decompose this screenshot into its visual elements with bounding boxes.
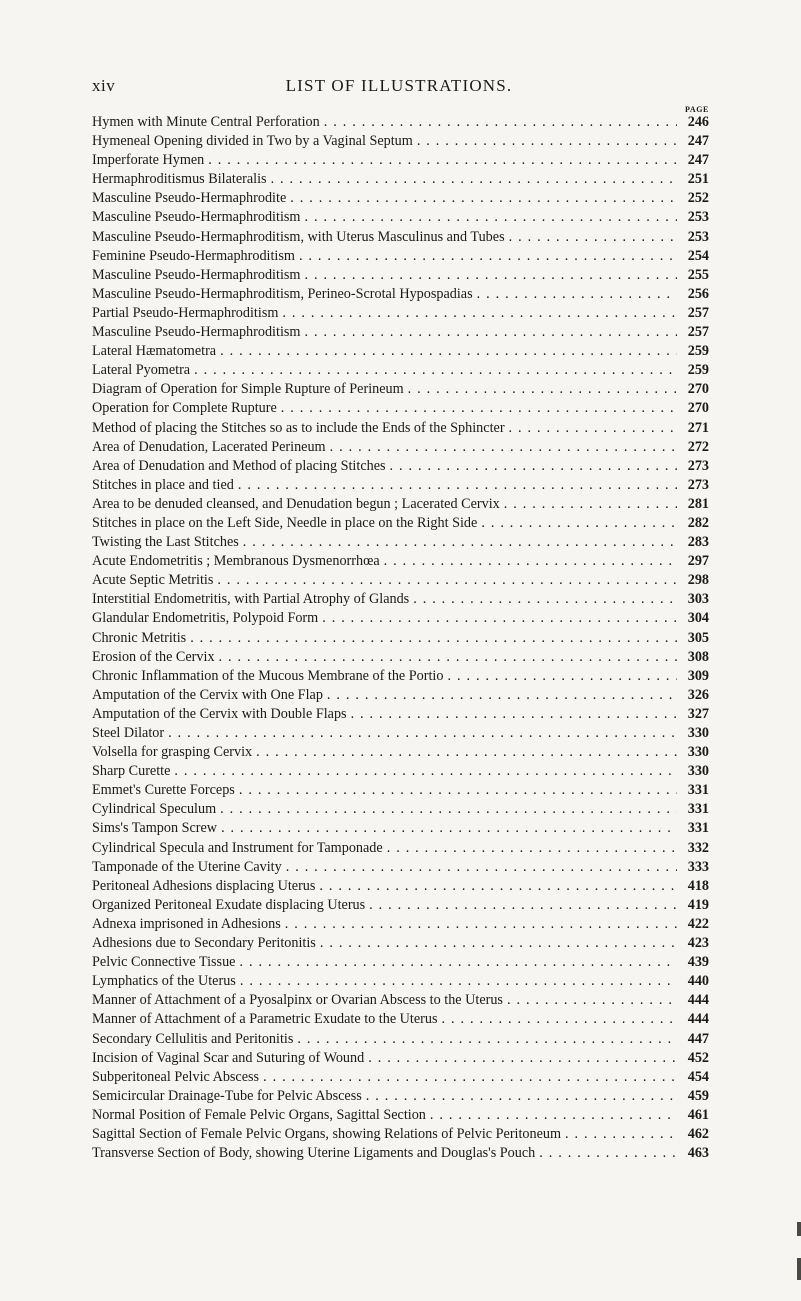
entry-title: Hymeneal Opening divided in Two by a Vaginal Septum xyxy=(92,133,413,150)
list-item xyxy=(92,247,709,266)
entry-page-number: 252 xyxy=(687,190,709,207)
entry-page-number: 308 xyxy=(687,648,709,665)
entry-title: Transverse Section of Body, showing Uterine Ligaments and Douglas's Pouch xyxy=(92,1145,536,1162)
entry-title: Emmet's Curette Forceps xyxy=(92,782,235,799)
list-item xyxy=(92,132,709,151)
list-item xyxy=(92,342,709,361)
list-item xyxy=(92,781,709,800)
list-item xyxy=(92,419,709,438)
illustration-list xyxy=(92,113,709,1163)
entry-title: Chronic Metritis xyxy=(92,629,187,646)
dot-leader xyxy=(285,915,677,934)
entry-page-number: 452 xyxy=(687,1049,709,1066)
dot-leader xyxy=(168,724,677,743)
list-item xyxy=(92,399,709,418)
entry-title: Imperforate Hymen xyxy=(92,152,205,169)
entry-page-number: 459 xyxy=(687,1087,709,1104)
dot-leader xyxy=(174,762,677,781)
entry-title: Acute Endometritis ; Membranous Dysmenorrhœa xyxy=(92,553,380,570)
entry-title: Glandular Endometritis, Polypoid Form xyxy=(92,610,319,627)
dot-leader xyxy=(447,667,677,686)
dot-leader xyxy=(282,304,677,323)
entry-page-number: 256 xyxy=(687,285,709,302)
dot-leader xyxy=(565,1125,677,1144)
dot-leader xyxy=(322,609,677,628)
entry-title: Sagittal Section of Female Pelvic Organs, showing Relations of Pelvic Peritoneum xyxy=(92,1125,562,1142)
list-item xyxy=(92,1049,709,1068)
entry-page-number: 304 xyxy=(687,610,709,627)
entry-page-number: 309 xyxy=(687,667,709,684)
list-item xyxy=(92,571,709,590)
entry-page-number: 418 xyxy=(687,877,709,894)
dot-leader xyxy=(327,686,677,705)
entry-title: Manner of Attachment of a Parametric Exudate to the Uterus xyxy=(92,1011,438,1028)
list-item xyxy=(92,896,709,915)
list-item xyxy=(92,858,709,877)
entry-title: Normal Position of Female Pelvic Organs, Sagittal Section xyxy=(92,1106,426,1123)
entry-page-number: 331 xyxy=(687,801,709,818)
page-edge-mark xyxy=(797,1258,801,1280)
page-header xyxy=(92,76,706,98)
entry-title: Method of placing the Stitches so as to include the Ends of the Sphincter xyxy=(92,419,505,436)
list-item xyxy=(92,839,709,858)
list-item xyxy=(92,705,709,724)
list-item xyxy=(92,361,709,380)
list-item xyxy=(92,1010,709,1029)
entry-title: Cylindrical Specula and Instrument for Tamponade xyxy=(92,839,383,856)
entry-title: Peritoneal Adhesions displacing Uterus xyxy=(92,877,316,894)
list-item xyxy=(92,208,709,227)
entry-page-number: 259 xyxy=(687,343,709,360)
dot-leader xyxy=(417,132,677,151)
entry-page-number: 255 xyxy=(687,266,709,283)
entry-page-number: 332 xyxy=(687,839,709,856)
list-item xyxy=(92,877,709,896)
entry-page-number: 454 xyxy=(687,1068,709,1085)
list-item xyxy=(92,934,709,953)
entry-page-number: 422 xyxy=(687,915,709,932)
entry-title: Lymphatics of the Uterus xyxy=(92,973,236,990)
entry-title: Volsella for grasping Cervix xyxy=(92,744,253,761)
dot-leader xyxy=(366,1087,677,1106)
entry-page-number: 330 xyxy=(687,725,709,741)
entry-title: Masculine Pseudo-Hermaphrodite xyxy=(92,190,287,207)
entry-page-number: 273 xyxy=(687,476,709,493)
entry-page-number: 298 xyxy=(687,572,709,589)
entry-page-number: 333 xyxy=(687,858,709,875)
list-item xyxy=(92,438,709,457)
entry-title: Hymen with Minute Central Perforation xyxy=(92,114,320,130)
dot-leader xyxy=(539,1144,677,1163)
page-number: xiv xyxy=(92,76,116,95)
entry-page-number: 259 xyxy=(687,362,709,379)
entry-title: Stitches in place and tied xyxy=(92,476,234,493)
entry-page-number: 271 xyxy=(687,419,709,436)
entry-page-number: 257 xyxy=(687,304,709,321)
entry-page-number: 444 xyxy=(687,1011,709,1028)
entry-title: Chronic Inflammation of the Mucous Membrane of the Portio xyxy=(92,667,444,684)
dot-leader xyxy=(286,858,677,877)
entry-page-number: 330 xyxy=(687,744,709,761)
dot-leader xyxy=(304,323,677,342)
entry-page-number: 462 xyxy=(687,1125,709,1142)
dot-leader xyxy=(408,380,677,399)
list-item xyxy=(92,743,709,762)
dot-leader xyxy=(351,705,677,724)
dot-leader xyxy=(239,953,677,972)
list-item xyxy=(92,991,709,1010)
list-item xyxy=(92,266,709,285)
list-item xyxy=(92,819,709,838)
list-item xyxy=(92,285,709,304)
entry-title: Lateral Pyometra xyxy=(92,362,191,379)
dot-leader xyxy=(324,113,677,132)
dot-leader xyxy=(509,228,677,247)
entry-page-number: 253 xyxy=(687,209,709,226)
entry-page-number: 326 xyxy=(687,686,709,703)
entry-title: Diagram of Operation for Simple Rupture of Perineum xyxy=(92,381,404,398)
entry-title: Interstitial Endometritis, with Partial Atrophy of Glands xyxy=(92,591,410,608)
dot-leader xyxy=(271,170,677,189)
entry-title: Cylindrical Speculum xyxy=(92,801,217,818)
list-item xyxy=(92,170,709,189)
dot-leader xyxy=(504,495,677,514)
list-item xyxy=(92,323,709,342)
entry-page-number: 270 xyxy=(687,381,709,398)
list-item xyxy=(92,1068,709,1087)
entry-page-number: 330 xyxy=(687,763,709,780)
entry-title: Erosion of the Cervix xyxy=(92,648,215,665)
entry-page-number: 447 xyxy=(687,1030,709,1047)
entry-page-number: 331 xyxy=(687,820,709,837)
list-item xyxy=(92,686,709,705)
dot-leader xyxy=(221,819,677,838)
dot-leader xyxy=(238,476,677,495)
entry-page-number: 439 xyxy=(687,954,709,971)
entry-title: Pelvic Connective Tissue xyxy=(92,954,236,971)
entry-page-number: 247 xyxy=(687,133,709,150)
list-item xyxy=(92,724,709,743)
entry-title: Area of Denudation, Lacerated Perineum xyxy=(92,438,326,455)
list-item xyxy=(92,1144,709,1163)
entry-title: Manner of Attachment of a Pyosalpinx or Ovarian Abscess to the Uterus xyxy=(92,992,503,1009)
list-item xyxy=(92,1125,709,1144)
entry-title: Tamponade of the Uterine Cavity xyxy=(92,858,282,875)
page-edge-mark xyxy=(797,1222,801,1236)
list-item xyxy=(92,533,709,552)
entry-title: Steel Dilator xyxy=(92,725,165,741)
dot-leader xyxy=(304,208,677,227)
entry-page-number: 270 xyxy=(687,400,709,417)
dot-leader xyxy=(507,991,677,1010)
list-item xyxy=(92,476,709,495)
dot-leader xyxy=(368,1049,677,1068)
dot-leader xyxy=(369,896,677,915)
dot-leader xyxy=(194,361,677,380)
list-item xyxy=(92,1030,709,1049)
dot-leader xyxy=(220,800,677,819)
dot-leader xyxy=(430,1106,677,1125)
dot-leader xyxy=(239,781,677,800)
dot-leader xyxy=(387,839,677,858)
entry-page-number: 444 xyxy=(687,992,709,1009)
dot-leader xyxy=(297,1030,677,1049)
entry-page-number: 440 xyxy=(687,973,709,990)
dot-leader xyxy=(330,438,677,457)
list-item xyxy=(92,189,709,208)
entry-title: Organized Peritoneal Exudate displacing Uterus xyxy=(92,896,366,913)
entry-title: Stitches in place on the Left Side, Needle in place on the Right Side xyxy=(92,514,478,531)
entry-title: Secondary Cellulitis and Peritonitis xyxy=(92,1030,294,1047)
list-item xyxy=(92,1087,709,1106)
dot-leader xyxy=(256,743,677,762)
entry-page-number: 423 xyxy=(687,935,709,952)
entry-page-number: 282 xyxy=(687,514,709,531)
entry-title: Masculine Pseudo-Hermaphroditism xyxy=(92,209,301,226)
entry-title: Area to be denuded cleansed, and Denudation begun ; Lacerated Cervix xyxy=(92,495,500,512)
dot-leader xyxy=(208,151,677,170)
entry-page-number: 297 xyxy=(687,553,709,570)
dot-leader xyxy=(217,571,677,590)
dot-leader xyxy=(290,189,677,208)
entry-title: Sharp Curette xyxy=(92,763,171,780)
dot-leader xyxy=(220,342,677,361)
dot-leader xyxy=(319,877,677,896)
list-item xyxy=(92,629,709,648)
entry-page-number: 247 xyxy=(687,152,709,169)
entry-title: Sims's Tampon Screw xyxy=(92,820,218,837)
list-item xyxy=(92,495,709,514)
entry-title: Incision of Vaginal Scar and Suturing of Wound xyxy=(92,1049,365,1066)
entry-title: Subperitoneal Pelvic Abscess xyxy=(92,1068,260,1085)
entry-page-number: 254 xyxy=(687,247,709,264)
entry-title: Area of Denudation and Method of placing Stitches xyxy=(92,457,386,474)
entry-page-number: 281 xyxy=(687,495,709,512)
entry-page-number: 257 xyxy=(687,324,709,341)
list-item xyxy=(92,667,709,686)
dot-leader xyxy=(299,247,677,266)
dot-leader xyxy=(304,266,677,285)
dot-leader xyxy=(240,972,677,991)
entry-title: Masculine Pseudo-Hermaphroditism xyxy=(92,266,301,283)
running-head: LIST OF ILLUSTRATIONS. xyxy=(285,76,513,95)
dot-leader xyxy=(263,1068,677,1087)
entry-title: Partial Pseudo-Hermaphroditism xyxy=(92,304,279,321)
list-item xyxy=(92,228,709,247)
list-item xyxy=(92,915,709,934)
dot-leader xyxy=(413,590,677,609)
entry-page-number: 463 xyxy=(687,1145,709,1162)
entry-title: Adnexa imprisoned in Adhesions xyxy=(92,915,281,932)
entry-page-number: 419 xyxy=(687,896,709,913)
list-item xyxy=(92,762,709,781)
entry-page-number: 461 xyxy=(687,1106,709,1123)
entry-page-number: 305 xyxy=(687,629,709,646)
entry-title: Operation for Complete Rupture xyxy=(92,400,277,417)
entry-title: Twisting the Last Stitches xyxy=(92,534,239,551)
list-item xyxy=(92,800,709,819)
list-item xyxy=(92,609,709,628)
entry-page-number: 273 xyxy=(687,457,709,474)
entry-title: Adhesions due to Secondary Peritonitis xyxy=(92,935,316,952)
dot-leader xyxy=(320,934,677,953)
page-column-label: PAGE xyxy=(684,105,709,114)
list-item xyxy=(92,151,709,170)
dot-leader xyxy=(190,629,677,648)
dot-leader xyxy=(384,552,677,571)
entry-page-number: 327 xyxy=(687,705,709,722)
entry-title: Masculine Pseudo-Hermaphroditism xyxy=(92,324,301,341)
entry-title: Masculine Pseudo-Hermaphroditism, Perineo-Scrotal Hypospadias xyxy=(92,285,473,302)
list-item xyxy=(92,457,709,476)
entry-page-number: 251 xyxy=(687,171,709,188)
list-item xyxy=(92,113,709,132)
dot-leader xyxy=(442,1010,677,1029)
dot-leader xyxy=(481,514,677,533)
list-item xyxy=(92,590,709,609)
entry-title: Acute Septic Metritis xyxy=(92,572,214,589)
entry-title: Amputation of the Cervix with One Flap xyxy=(92,686,323,703)
dot-leader xyxy=(243,533,677,552)
entry-page-number: 253 xyxy=(687,228,709,245)
entry-title: Feminine Pseudo-Hermaphroditism xyxy=(92,247,295,264)
entry-title: Semicircular Drainage-Tube for Pelvic Abscess xyxy=(92,1087,362,1104)
list-item xyxy=(92,1106,709,1125)
entry-page-number: 272 xyxy=(687,438,709,455)
dot-leader xyxy=(281,399,677,418)
list-item xyxy=(92,514,709,533)
list-item xyxy=(92,552,709,571)
entry-title: Hermaphroditismus Bilateralis xyxy=(92,171,267,188)
entry-title: Lateral Hæmatometra xyxy=(92,343,217,360)
list-item xyxy=(92,304,709,323)
entry-page-number: 246 xyxy=(687,114,709,130)
dot-leader xyxy=(390,457,677,476)
dot-leader xyxy=(477,285,677,304)
entry-page-number: 303 xyxy=(687,591,709,608)
entry-page-number: 331 xyxy=(687,782,709,799)
list-item xyxy=(92,380,709,399)
entry-page-number: 283 xyxy=(687,534,709,551)
list-item xyxy=(92,648,709,667)
list-item xyxy=(92,972,709,991)
entry-title: Masculine Pseudo-Hermaphroditism, with Uterus Masculinus and Tubes xyxy=(92,228,505,245)
entry-title: Amputation of the Cervix with Double Flaps xyxy=(92,705,347,722)
dot-leader xyxy=(509,419,677,438)
list-item xyxy=(92,953,709,972)
dot-leader xyxy=(219,648,677,667)
